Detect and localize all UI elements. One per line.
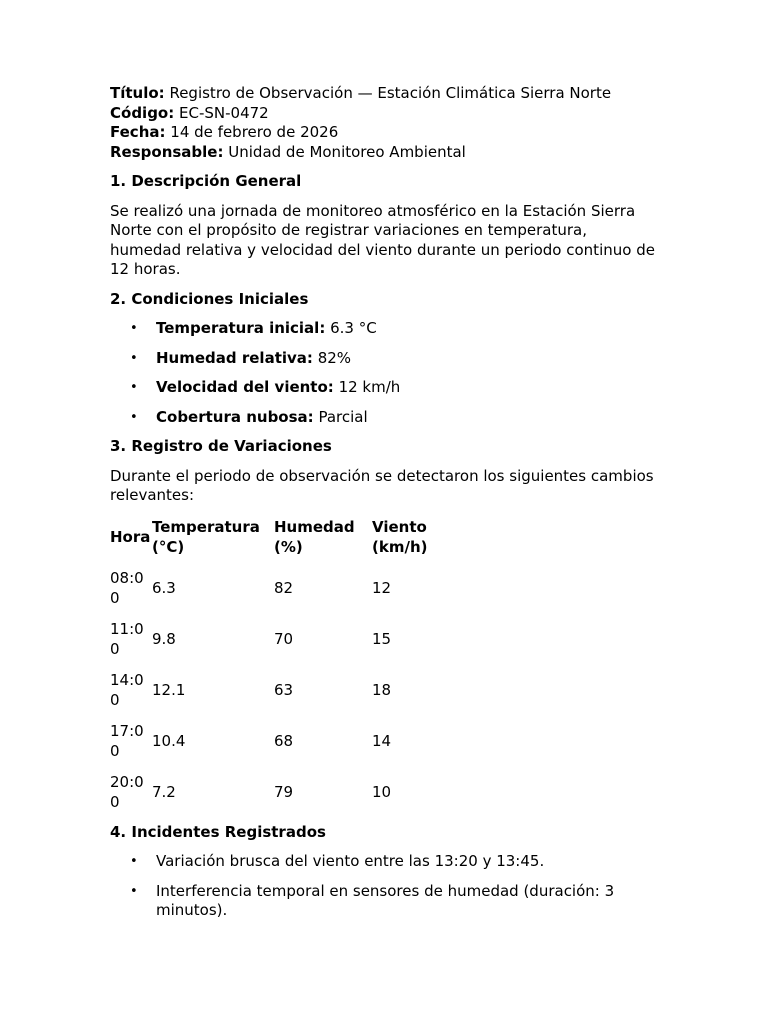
- variaciones-intro: Durante el periodo de observación se detectaron los siguientes cambios relevantes:: [110, 466, 654, 504]
- cell-humedad: 68: [274, 731, 294, 750]
- cell-hora: 08:00: [110, 568, 144, 607]
- meta-titulo: Título: Registro de Observación — Estación Climática Sierra Norte: [110, 84, 612, 102]
- table-row: [110, 710, 442, 761]
- cell-viento: 15: [372, 629, 392, 648]
- header-humedad: Humedad (%): [274, 517, 355, 556]
- cell-temperatura: 7.2: [152, 782, 176, 801]
- meta-codigo: Código: EC-SN-0472: [110, 103, 269, 122]
- cell-temperatura: 9.8: [152, 629, 176, 648]
- cell-humedad: 63: [274, 680, 294, 699]
- cell-temperatura: 6.3: [152, 578, 176, 597]
- list-item: • Variación brusca del viento entre las 13:20 y 13:45.: [110, 852, 658, 872]
- cell-temperatura: 10.4: [152, 731, 186, 750]
- incidentes-list: [110, 852, 658, 921]
- table-header-row: [110, 517, 442, 557]
- cell-hora: 11:00: [110, 619, 144, 658]
- table-row: [110, 557, 442, 608]
- cell-viento: 10: [372, 782, 392, 801]
- table-row: [110, 761, 442, 812]
- list-item: • Cobertura nubosa: Parcial: [110, 408, 658, 428]
- section-heading-condiciones: 2. Condiciones Iniciales: [110, 289, 309, 308]
- list-item: • Interferencia temporal en sensores de humedad (duración: 3 minutos).: [110, 882, 658, 921]
- section-heading-incidentes: 4. Incidentes Registrados: [110, 822, 326, 841]
- cell-hora: 17:00: [110, 721, 144, 760]
- header-temperatura: Temperatura (°C): [152, 517, 260, 556]
- header-viento: Viento (km/h): [372, 517, 428, 556]
- section-heading-variaciones: 3. Registro de Variaciones: [110, 437, 332, 455]
- list-item: • Velocidad del viento: 12 km/h: [110, 378, 658, 398]
- list-item: • Temperatura inicial: 6.3 °C: [110, 319, 658, 339]
- header-hora: Hora: [110, 527, 151, 546]
- cell-viento: 14: [372, 731, 392, 750]
- meta-responsable: Responsable: Unidad de Monitoreo Ambiental: [110, 142, 466, 161]
- condiciones-list: [110, 319, 658, 427]
- document-page: [110, 84, 658, 921]
- cell-humedad: 70: [274, 629, 294, 648]
- cell-humedad: 79: [274, 782, 294, 801]
- list-item: • Humedad relativa: 82%: [110, 349, 658, 369]
- variaciones-table: [110, 517, 442, 812]
- cell-viento: 18: [372, 680, 392, 699]
- cell-humedad: 82: [274, 578, 294, 597]
- meta-fecha: Fecha: 14 de febrero de 2026: [110, 123, 339, 141]
- cell-temperatura: 12.1: [152, 680, 186, 699]
- table-row: [110, 608, 442, 659]
- cell-viento: 12: [372, 578, 392, 597]
- cell-hora: 14:00: [110, 670, 144, 709]
- document-meta: [110, 84, 658, 162]
- section-heading-descripcion: 1. Descripción General: [110, 172, 302, 190]
- table-row: [110, 659, 442, 710]
- cell-hora: 20:00: [110, 772, 144, 811]
- descripcion-paragraph: Se realizó una jornada de monitoreo atmosférico en la Estación Sierra Norte con el propósito de registrar variaciones en temperatura, humedad relativa y velocidad del viento durante un periodo continuo de 12 horas.: [110, 201, 655, 278]
